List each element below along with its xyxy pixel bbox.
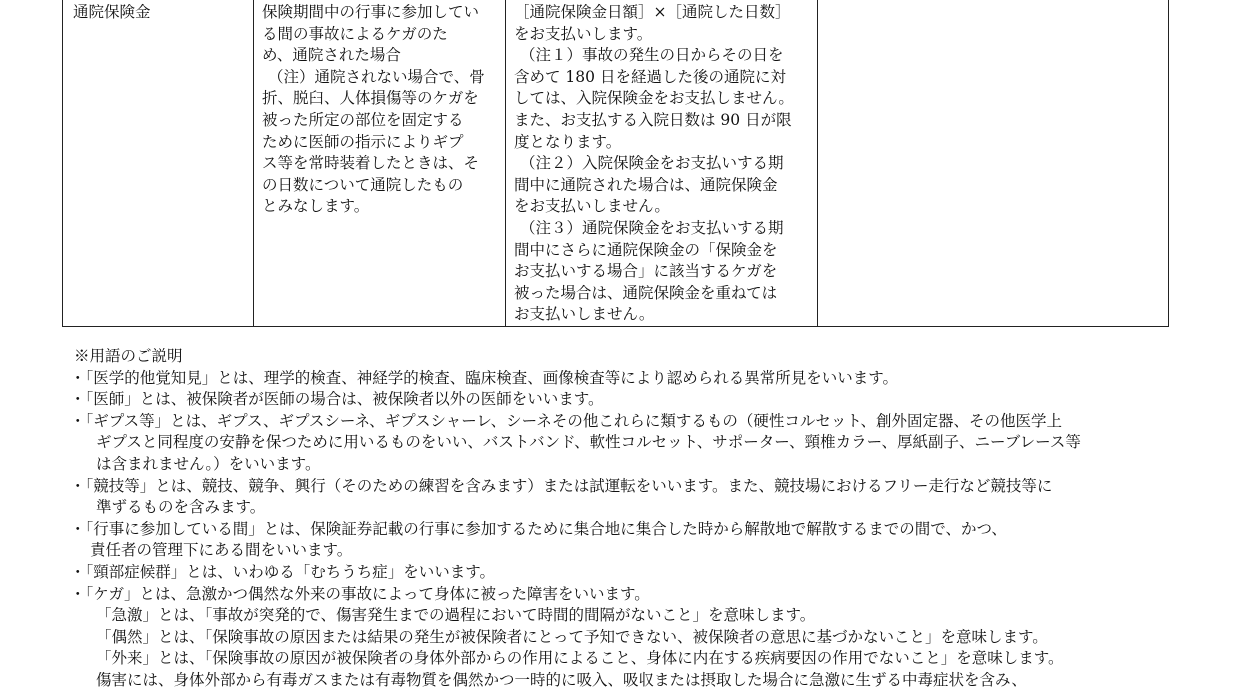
glossary-line: 「急激」とは、「事故が突発的で、傷害発生までの過程において時間的間隔がないこと」を意味します。 [96, 606, 816, 625]
condition-line: 保険期間中の行事に参加してい [262, 3, 480, 21]
glossary-line: ・「行事に参加している間」とは、保険証券記載の行事に参加するために集合地に集合した時から解散地で解散するまでの間で、かつ、 [70, 519, 1007, 538]
glossary-line: は含まれません。）をいいます。 [96, 454, 321, 473]
payment-line: ［通院保険金日額］×［通院した日数］ [514, 3, 791, 21]
condition-line: の日数について通院したもの [262, 175, 464, 194]
glossary-line: 傷害には、身体外部から有毒ガスまたは有毒物質を偶然かつ一時的に吸入、吸収または摂取した場合に急激に生ずる中毒症状を含み、 [96, 670, 1027, 689]
condition-line: とみなします。 [262, 197, 370, 216]
payment-line: 含めて 180 日を経過した後の通院に対 [514, 67, 786, 86]
payment-line: しては、入院保険金をお支払しません。 [514, 89, 794, 108]
payment-line: お支払いしません。 [514, 305, 655, 324]
glossary-section [70, 346, 1170, 692]
glossary-line: 責任者の管理下にある間をいいます。 [90, 541, 353, 560]
payment-amount-cell [506, 0, 818, 327]
condition-line: 被った所定の部位を固定する [262, 110, 464, 129]
glossary-line: 「偶然」とは、「保険事故の原因または結果の発生が被保険者にとって予知できない、被保険者の意思に基づかないこと」を意味します。 [96, 627, 1048, 646]
payment-line: をお支払いしません。 [514, 197, 670, 216]
glossary-line: ・「頸部症候群」とは、いわゆる「むちうち症」をいいます。 [70, 562, 496, 581]
payment-line: また、お支払する入院日数は 90 日が限 [514, 110, 792, 129]
condition-line: ス等を常時装着したときは、そ [262, 154, 480, 173]
payment-line: 被った場合は、通院保険金を重ねては [514, 283, 778, 302]
table-row [63, 0, 1169, 327]
glossary-line: 準ずるものを含みます。 [96, 498, 266, 517]
payment-line: （注３）通院保険金をお支払いする期 [520, 218, 784, 237]
condition-line: め、通院された場合 [262, 46, 401, 65]
payment-line: （注２）入院保険金をお支払いする期 [520, 154, 784, 173]
payment-line: をお支払いします。 [514, 24, 653, 43]
coverage-table-section [62, 0, 1169, 327]
glossary-heading: ※用語のご説明 [74, 347, 183, 365]
glossary-line: ・「競技等」とは、競技、競争、興行（そのための練習を含みます）または試運転をいいます。また、競技場におけるフリー走行など競技等に [70, 476, 1053, 495]
condition-line: ために医師の指示によりギプ [262, 132, 464, 151]
payment-line: 度となります。 [514, 132, 622, 151]
payment-line: 間中にさらに通院保険金の「保険金を [514, 240, 778, 259]
glossary-line: ・「ケガ」とは、急激かつ偶然な外来の事故によって身体に被った障害をいいます。 [70, 584, 650, 603]
glossary-line: ・「ギプス等」とは、ギプス、ギプスシーネ、ギプスシャーレ、シーネその他これらに類するもの（硬性コルセット、創外固定器、その他医学上 [70, 411, 1063, 430]
coverage-table [62, 0, 1169, 327]
benefit-name-cell [63, 0, 254, 327]
payment-line: （注１）事故の発生の日からその日を [520, 46, 784, 65]
benefit-name: 通院保険金 [73, 3, 151, 21]
remarks-cell [818, 0, 1169, 327]
condition-line: （注）通院されない場合で、骨 [268, 67, 485, 86]
condition-line: る間の事故によるケガのた [262, 24, 448, 43]
payment-condition-cell [254, 0, 506, 327]
condition-line: 折、脱臼、人体損傷等のケガを [262, 89, 479, 108]
glossary-line: ・「医師」とは、被保険者が医師の場合は、被保険者以外の医師をいいます。 [70, 390, 604, 409]
glossary-line: ギプスと同程度の安静を保つために用いるものをいい、バストバンド、軟性コルセット、サポーター、頸椎カラー、厚紙副子、ニーブレース等 [96, 433, 1081, 452]
glossary-line: 「外来」とは、「保険事故の原因が被保険者の身体外部からの作用によること、身体に内在する疾病要因の作用でないこと」を意味します。 [96, 649, 1064, 668]
payment-line: 間中に通院された場合は、通院保険金 [514, 175, 778, 194]
payment-line: お支払いする場合」に該当するケガを [514, 262, 778, 281]
glossary-line: ・「医学的他覚知見」とは、理学的検査、神経学的検査、臨床検査、画像検査等により認められる異常所見をいいます。 [70, 368, 899, 387]
